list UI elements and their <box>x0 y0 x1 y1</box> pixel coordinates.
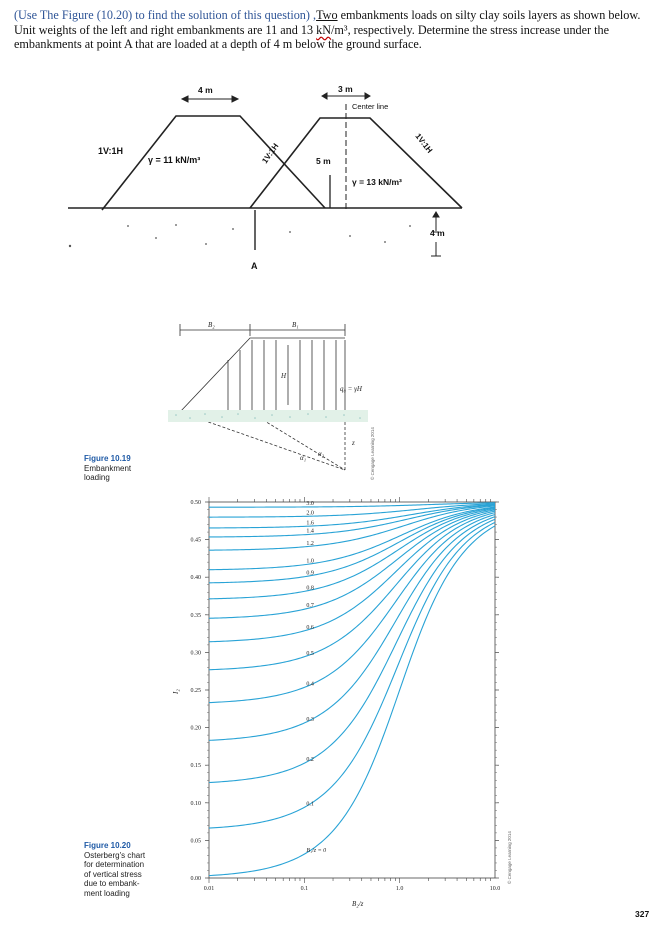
question-comma: , <box>309 8 317 22</box>
curve-label: 2.0 <box>306 510 314 517</box>
y-tick-label: 0.30 <box>190 650 201 657</box>
x-axis-label: B₂/z <box>352 900 364 908</box>
y-tick-label: 0.40 <box>190 575 201 582</box>
fig19-caption-line: Embankment <box>84 463 132 473</box>
question-unit-kn: kN <box>316 22 332 37</box>
slope-left-outer-label: 1V:1H <box>98 146 124 156</box>
label-alpha1: α₁ <box>300 454 307 462</box>
figure-10-20-caption <box>84 841 145 899</box>
label-b1: B₁ <box>292 321 299 329</box>
point-a-label: A <box>251 261 258 271</box>
fig20-copyright: © Cengage Learning 2014 <box>507 831 512 884</box>
top-width-left-label: 4 m <box>198 85 213 95</box>
curve-label: 0.8 <box>306 585 314 592</box>
label-alpha2: α₂ <box>318 450 325 458</box>
curve-0-9 <box>209 508 495 583</box>
fig20-caption-title: Figure 10.20 <box>84 841 131 850</box>
fig19-caption-title: Figure 10.19 <box>84 454 131 463</box>
x-tick-label: 0.1 <box>300 886 309 892</box>
label-q0: q₀ = γH <box>340 385 362 393</box>
curve-label: 1.6 <box>306 520 314 527</box>
fig19-caption-line: loading <box>84 473 110 483</box>
question-lead: (Use The Figure (10.20) to find the solution of this question) <box>14 8 310 22</box>
x-tick-label: 1.0 <box>395 886 404 892</box>
curve-label: 1.2 <box>306 540 314 547</box>
curve-label: 0.7 <box>306 603 314 610</box>
page-number: 327 <box>635 909 650 919</box>
curve-label: 0.9 <box>306 570 314 577</box>
y-tick-label: 0.10 <box>190 800 201 807</box>
unit-weight-right-label: γ = 13 kN/m³ <box>352 177 402 187</box>
slope-right-outer-label: 1V:1H <box>413 131 435 155</box>
fig19-copyright: © Cengage Learning 2014 <box>370 427 375 480</box>
curve-0-3 <box>209 517 495 741</box>
curve-1-6 <box>209 504 495 527</box>
y-tick-label: 0.05 <box>190 838 201 845</box>
fig20-caption-line: of vertical stress <box>84 869 142 879</box>
y-tick-label: 0.45 <box>190 537 201 544</box>
height-label: 5 m <box>316 156 331 166</box>
y-tick-label: 0.50 <box>190 500 201 506</box>
label-b2: B₂ <box>208 321 215 329</box>
curve-label: 0.1 <box>306 801 314 808</box>
y-tick-label: 0.00 <box>190 876 201 882</box>
curve-label: 0.5 <box>306 650 314 657</box>
curve-label: 0.3 <box>306 716 314 723</box>
label-h: H <box>281 372 287 380</box>
curve-label: 1.4 <box>306 528 314 535</box>
x-tick-label: 0.01 <box>203 886 215 892</box>
curve-1-4 <box>209 505 495 537</box>
unit-weight-left-label: γ = 11 kN/m³ <box>148 155 201 165</box>
curve-label: 0.2 <box>306 757 314 764</box>
depth-label: 4 m <box>430 228 445 238</box>
y-tick-label: 0.25 <box>190 688 201 694</box>
center-line-label: Center line <box>352 102 389 111</box>
curve-label: 3.0 <box>306 500 314 507</box>
fig20-caption-line: due to embank- <box>84 879 140 889</box>
y-axis-label: I₂ <box>172 689 180 694</box>
fig20-caption-line: ment loading <box>84 888 130 898</box>
curve-label: B₁/z = 0 <box>306 848 327 855</box>
fig20-caption-line: for determination <box>84 860 145 870</box>
curve-0 <box>209 526 495 876</box>
question-body-2: /m³, respectively. Determine the stress increase under the embankments at point A that are loaded at a depth of 4 m below the ground surface. <box>14 22 610 52</box>
curve-label: 0.4 <box>306 681 314 688</box>
curve-label: 0.6 <box>306 624 314 631</box>
y-tick-label: 0.20 <box>190 725 201 732</box>
y-tick-label: 0.35 <box>190 612 201 619</box>
x-tick-label: 10.0 <box>489 886 501 892</box>
slope-left-inner-label: 1V:1H <box>260 141 281 166</box>
top-width-right-label: 3 m <box>338 84 353 94</box>
label-z: z <box>352 439 355 447</box>
question-body-1: embankments loads on silty clay soils layers as shown below. Unit weights of the left and right embankments are 11 and 13 <box>14 8 641 37</box>
curve-label: 1.0 <box>306 558 314 565</box>
question-underlined-word: Two <box>316 8 338 22</box>
curve-0-8 <box>209 509 495 599</box>
y-tick-label: 0.15 <box>190 763 201 770</box>
fig20-caption-line: Osterberg's chart <box>84 850 146 860</box>
